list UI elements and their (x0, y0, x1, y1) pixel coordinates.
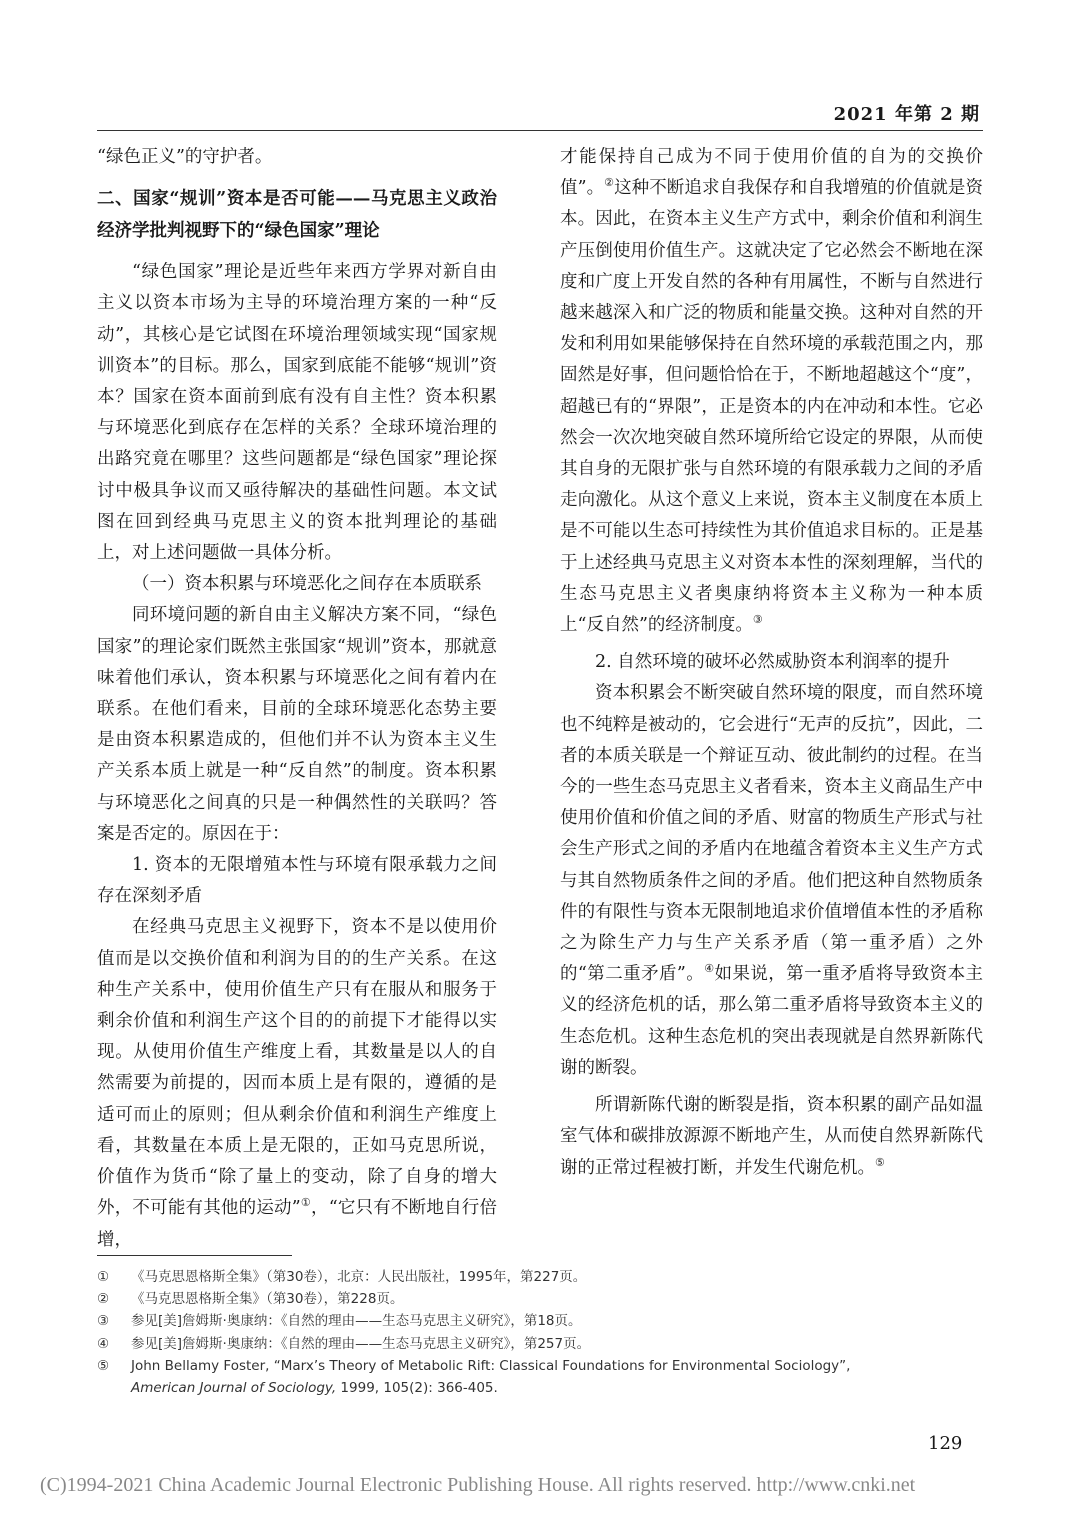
paragraph: “绿色正义”的守护者。 (97, 147, 273, 167)
paragraph: 在经典马克思主义视野下，资本不是以使用价值而是以交换价值和利润为目的的生产关系。在这种生产关系中，使用价值生产只有在服从和服务于剩余价值和利润生产这个目的的前提下才能得以实现。从使用价值生产维度上看，其数量是以人的自然需要为前提的，因而本质上是有限的，遵循的是适可而止的原则；但从剩余价值和利润生产维度上看，其数量在本质上是无限的，正如马克思所说，价值作为货币“除了量上的变动，除了自身的增大外，不可能有其他的运动”①，“它只有不断地自行倍增， (97, 917, 497, 1250)
footnote: ⑤ John Bellamy Foster, “Marx’s Theory of Metabolic Rift: Classical Foundations for Environmental Sociology”, (97, 1357, 851, 1374)
subsection-heading: 1. 资本的无限增殖本性与环境有限承载力之间存在深刻矛盾 (97, 855, 497, 907)
running-header-issue: 2021 年第 2 期 (833, 104, 980, 125)
left-column (97, 142, 497, 1256)
footnote-rule (97, 1255, 292, 1256)
footnote-continuation: American Journal of Sociology, 1999, 105(2): 366-405. (131, 1380, 498, 1397)
subsection-heading: 2. 自然环境的破坏必然威胁资本利润率的提升 (595, 652, 950, 673)
footnote: ① 《马克思恩格斯全集》（第30卷），北京：人民出版社，1995年，第227页。 (97, 1269, 587, 1285)
paragraph: “绿色国家”理论是近些年来西方学界对新自由主义以资本市场为主导的环境治理方案的一种“反动”，其核心是它试图在环境治理领域实现“国家规训资本”的目标。那么，国家到底能不能够“规训”资本？国家在资本面前到底有没有自主性？资本积累与环境恶化到底存在怎样的关系？全球环境治理的出路究竟在哪里？这些问题都是“绿色国家”理论探讨中极具争议而又亟待解决的基础性问题。本文试图在回到经典马克思主义的资本批判理论的基础上，对上述问题做一具体分析。 (97, 262, 497, 564)
section-heading: 二、国家“规训”资本是否可能——马克思主义政治经济学批判视野下的“绿色国家”理论 (97, 189, 497, 242)
right-column (560, 142, 983, 1184)
footnote: ② 《马克思恩格斯全集》（第30卷），第228页。 (97, 1291, 404, 1308)
copyright-notice: (C)1994-2021 China Academic Journal Electronic Publishing House. All rights reserved. http://www.cnki.net (40, 1474, 916, 1496)
footnotes (97, 1266, 997, 1399)
paragraph: 同环境问题的新自由主义解决方案不同，“绿色国家”的理论家们既然主张国家“规训”资本，那就意味着他们承认，资本积累与环境恶化之间有着内在联系。在他们看来，目前的全球环境恶化态势主要是由资本积累造成的，但他们并不认为资本主义生产关系本质上就是一种“反自然”的制度。资本积累与环境恶化之间真的只是一种偶然性的关联吗？答案是否定的。原因在于： (97, 605, 497, 844)
footnote-ref-4[interactable]: ④ (704, 962, 715, 976)
paragraph: 所谓新陈代谢的断裂是指，资本积累的副产品如温室气体和碳排放源源不断地产生，从而使自然界新陈代谢的正常过程被打断，并发生代谢危机。⑤ (560, 1095, 983, 1178)
footnote-ref-1[interactable]: ① (300, 1196, 311, 1210)
footnote-ref-5[interactable]: ⑤ (875, 1155, 885, 1169)
footnote: ③ 参见[美]詹姆斯·奥康纳：《自然的理由——生态马克思主义研究》，第18页。 (97, 1313, 582, 1330)
paragraph: 资本积累会不断突破自然环境的限度，而自然环境也不纯粹是被动的，它会进行“无声的反抗”，因此，二者的本质关联是一个辩证互动、彼此制约的过程。在当今的一些生态马克思主义者看来，资本主义商品生产中使用价值和价值之间的矛盾、财富的物质生产形式与社会生产形式之间的矛盾内在地蕴含着资本主义生产方式与其自然物质条件之间的矛盾。他们把这种自然物质条件的有限性与资本无限制地追求价值增值本性的矛盾称之为除生产力与生产关系矛盾（第一重矛盾）之外的“第二重矛盾”。④如果说，第一重矛盾将导致资本主义的经济危机的话，那么第二重矛盾将导致资本主义的生态危机。这种生态危机的突出表现就是自然界新陈代谢的断裂。 (560, 683, 983, 1078)
footnote-ref-3[interactable]: ③ (752, 613, 763, 627)
header-rule (97, 130, 983, 131)
footnote-ref-2[interactable]: ② (604, 176, 615, 190)
page-number: 129 (928, 1433, 963, 1454)
subsection-heading: （一）资本积累与环境恶化之间存在本质联系 (132, 574, 482, 595)
footnote: ④ 参见[美]詹姆斯·奥康纳：《自然的理由——生态马克思主义研究》，第257页。 (97, 1335, 591, 1352)
paragraph: 才能保持自己成为不同于使用价值的自为的交换价值”。②这种不断追求自我保存和自我增殖的价值就是资本。因此，在资本主义生产方式中，剩余价值和利润生产压倒使用价值生产。这就决定了它必然会不断地在深度和广度上开发自然的各种有用属性，不断与自然进行越来越深入和广泛的物质和能量交换。这种对自然的开发和利用如果能够保持在自然环境的承载范围之内，那固然是好事，但问题恰恰在于，不断地超越这个“度”，超越已有的“界限”，正是资本的内在冲动和本性。它必然会一次次地突破自然环境所给它设定的界限，从而使其自身的无限扩张与自然环境的有限承载力之间的矛盾走向激化。从这个意义上来说，资本主义制度在本质上是不可能以生态可持续性为其价值追求目标的。正是基于上述经典马克思主义对资本本性的深刻理解，当代的生态马克思主义者奥康纳将资本主义称为一种本质上“反自然”的经济制度。③ (560, 147, 983, 636)
